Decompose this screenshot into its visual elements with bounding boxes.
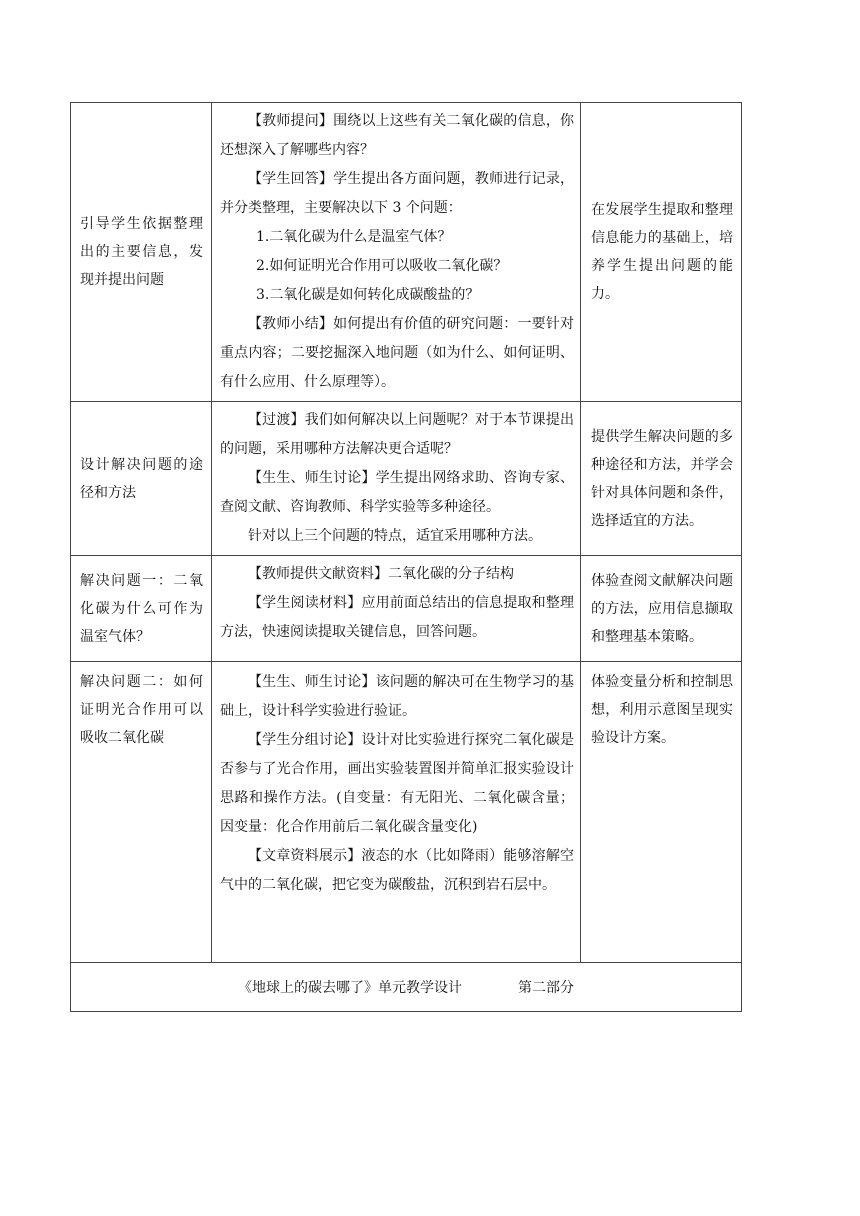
content-paragraph: 【文章资料展示】液态的水（比如降雨）能够溶解空气中的二氧化碳，把它变为碳酸盐，沉积到岩石层中。 (220, 848, 574, 893)
intent-cell: 在发展学生提取和整理信息能力的基础上，培养学生提出问题的能力。 (581, 103, 742, 402)
table-row (71, 402, 742, 556)
activity-cell: 解决问题一：二氧化碳为什么可作为温室气体？ (71, 556, 212, 662)
table-row (71, 103, 742, 402)
activity-cell: 解决问题二：如何证明光合作用可以吸收二氧化碳 (71, 662, 212, 963)
content-paragraph: 【生生、师生讨论】学生提出网络求助、咨询专家、查阅文献、咨询教师、科学实验等多种途径。 (220, 470, 574, 515)
table-row (71, 662, 742, 963)
content-paragraph: 【教师提供文献资料】二氧化碳的分子结构 (248, 566, 514, 582)
part-label: 第二部分 (518, 980, 574, 996)
content-paragraph: 【学生阅读材料】应用前面总结出的信息提取和整理方法，快速阅读提取关键信息，回答问题。 (220, 595, 574, 640)
content-paragraph: 【学生分组讨论】设计对比实验进行探究二氧化碳是否参与了光合作用，画出实验装置图并简单汇报实验设计思路和操作方法。(自变量：有无阳光、二氧化碳含量；因变量：化合作用前后二氧化碳含量变化) (220, 732, 574, 835)
question-item: 3.二氧化碳是如何转化成碳酸盐的？ (256, 287, 480, 303)
content-cell (212, 662, 581, 963)
content-paragraph: 【教师小结】如何提出有价值的研究问题：一要针对重点内容；二要挖掘深入地问题（如为什么、如何证明、有什么应用、什么原理等）。 (220, 316, 574, 390)
question-item: 2.如何证明光合作用可以吸收二氧化碳？ (256, 258, 508, 274)
intent-cell: 体验查阅文献解决问题的方法，应用信息撷取和整理基本策略。 (581, 556, 742, 662)
footer-cell (71, 963, 742, 1012)
activity-cell: 引导学生依据整理出的主要信息，发现并提出问题 (71, 103, 212, 402)
content-cell (212, 103, 581, 402)
unit-title: 《地球上的碳去哪了》单元教学设计 (238, 980, 462, 996)
intent-cell: 体验变量分析和控制思想，利用示意图呈现实验设计方案。 (581, 662, 742, 963)
lesson-design-table (70, 102, 742, 1012)
content-paragraph: 【教师提问】围绕以上这些有关二氧化碳的信息，你还想深入了解哪些内容？ (220, 113, 574, 158)
content-cell (212, 556, 581, 662)
content-paragraph: 【过渡】我们如何解决以上问题呢？对于本节课提出的问题，采用哪种方法解决更合适呢？ (220, 412, 574, 457)
intent-cell: 提供学生解决问题的多种途径和方法，并学会针对具体问题和条件，选择适宜的方法。 (581, 402, 742, 556)
content-paragraph: 针对以上三个问题的特点，适宜采用哪种方法。 (248, 528, 542, 544)
content-paragraph: 【学生回答】学生提出各方面问题，教师进行记录，并分类整理，主要解决以下 3 个问题： (220, 171, 574, 216)
content-paragraph: 【生生、师生讨论】该问题的解决可在生物学习的基础上，设计科学实验进行验证。 (220, 674, 574, 719)
activity-cell: 设计解决问题的途径和方法 (71, 402, 212, 556)
footer-row (71, 963, 742, 1012)
content-cell (212, 402, 581, 556)
table-row (71, 556, 742, 662)
question-item: 1.二氧化碳为什么是温室气体？ (256, 229, 452, 245)
